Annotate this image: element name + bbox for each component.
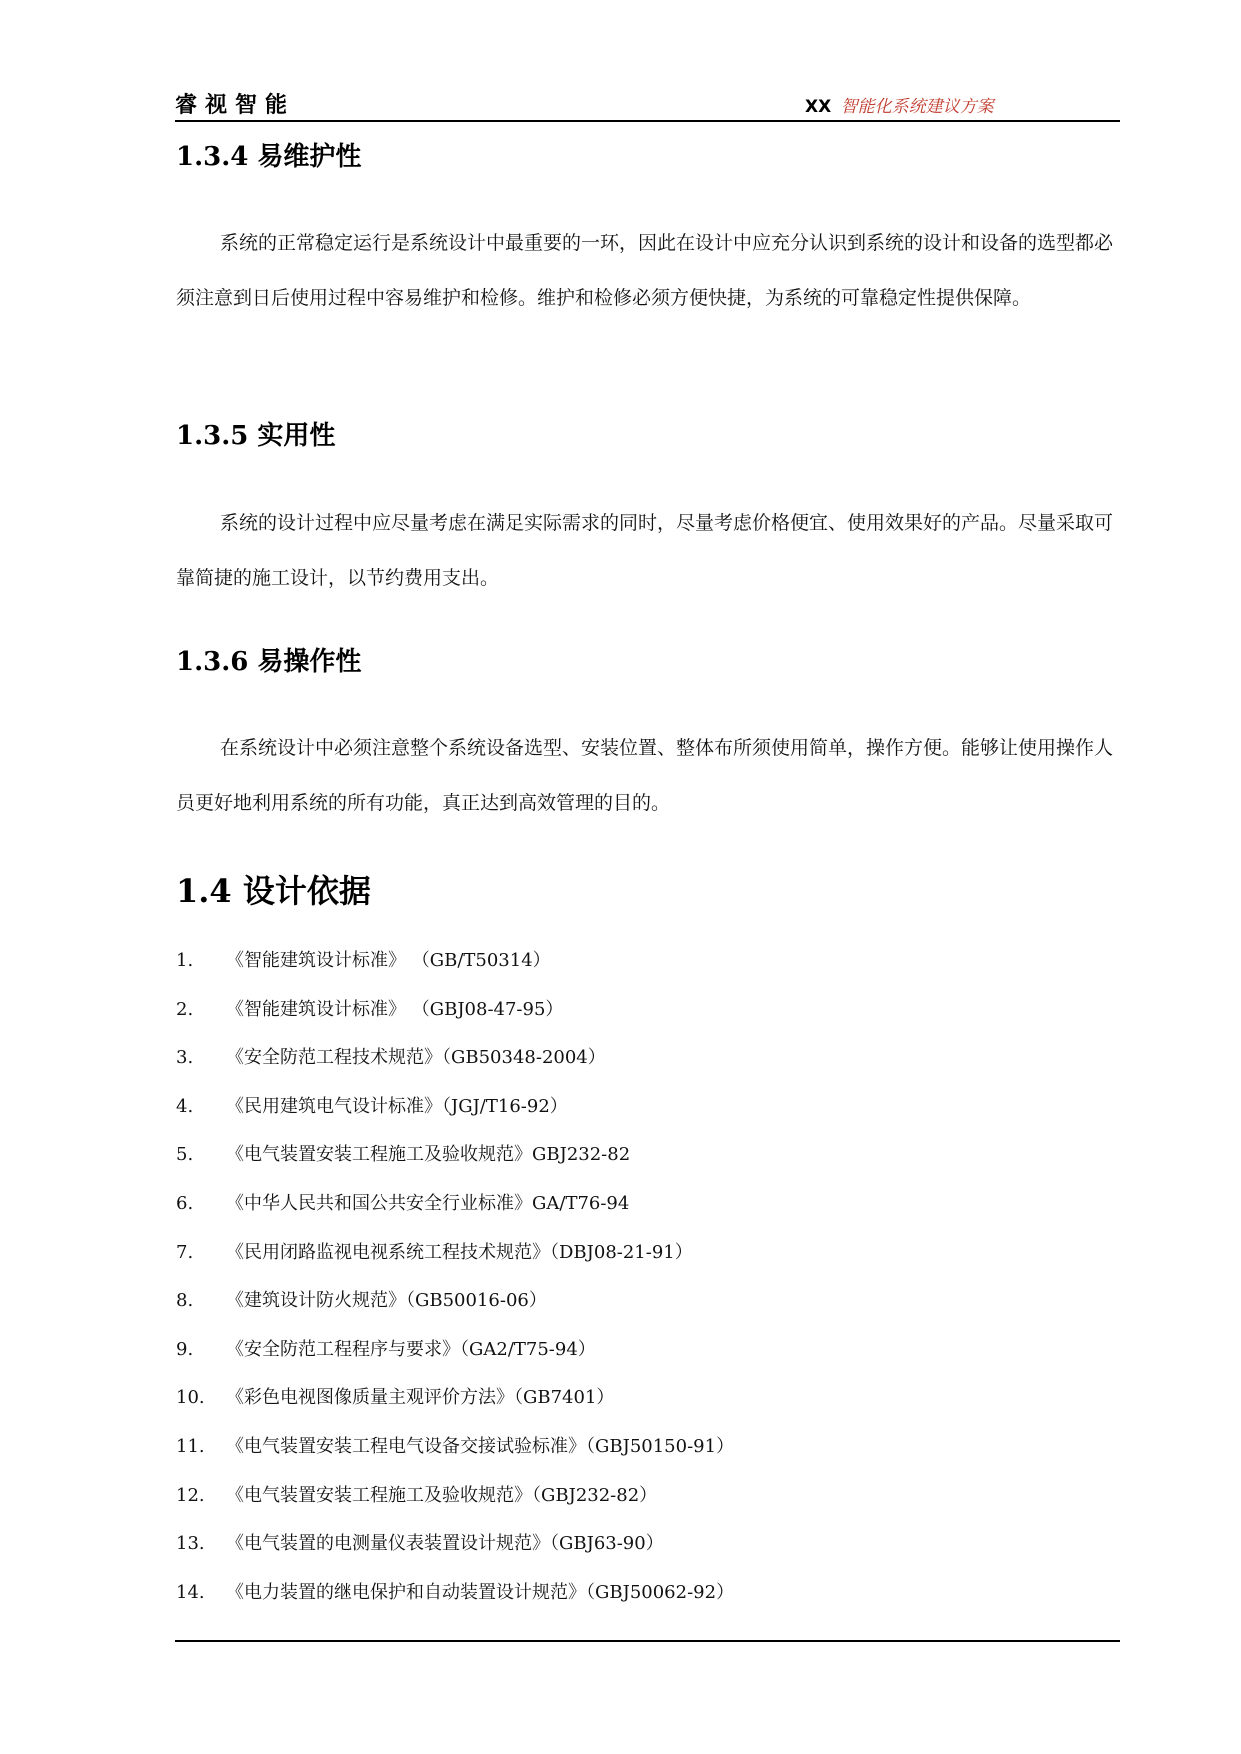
list-item [176,1238,1116,1287]
list-item [176,1335,1116,1384]
list-item-text: 《电气装置安装工程施工及验收规范》（GBJ232-82） [226,1484,658,1506]
list-item-text: 《电气装置安装工程电气设备交接试验标准》（GBJ50150-91） [226,1435,735,1457]
document-title [805,92,994,117]
heading-1-3-6: 1.3.6 易操作性 [176,647,362,677]
list-item [176,1383,1116,1432]
list-item [176,995,1116,1044]
list-item-number: 5. [176,1144,194,1166]
list-item [176,1286,1116,1335]
list-item [176,1481,1116,1530]
list-item-number: 9. [176,1338,194,1360]
list-item-number: 6. [176,1192,194,1214]
list-item [176,1578,1116,1627]
paragraph-maintainability: 系统的正常稳定运行是系统设计中最重要的一环，因此在设计中应充分认识到系统的设计和设备的选型都必须注意到日后使用过程中容易维护和检修。维护和检修必须方便快捷，为系统的可靠稳定性提供保障。 [176,232,1114,309]
list-item-text: 《建筑设计防火规范》（GB50016-06） [226,1290,547,1312]
document-title-text: 智能化系统建议方案 [840,97,994,117]
list-item-text: 《中华人民共和国公共安全行业标准》GA/T76-94 [226,1192,630,1214]
list-item-number: 4. [176,1095,194,1117]
list-item-number: 8. [176,1290,194,1312]
list-item-number: 11. [176,1435,205,1457]
list-item [176,1043,1116,1092]
document-prefix: XX [805,97,832,117]
reference-list [176,946,1116,1626]
company-name: 睿视智能 [175,93,296,118]
list-item-number: 12. [176,1484,205,1506]
list-item-number: 2. [176,998,194,1020]
list-item-number: 10. [176,1387,205,1409]
heading-1-3-4: 1.3.4 易维护性 [176,142,362,172]
paragraph-operability: 在系统设计中必须注意整个系统设备选型、安装位置、整体布所须使用简单，操作方便。能够让使用操作人员更好地利用系统的所有功能，真正达到高效管理的目的。 [176,737,1114,814]
list-item-text: 《彩色电视图像质量主观评价方法》（GB7401） [226,1387,615,1409]
list-item [176,1140,1116,1189]
list-item [176,946,1116,995]
list-item-text: 《智能建筑设计标准》 （GB/T50314） [226,950,551,971]
page-header [175,86,1120,122]
list-item-text: 《电气装置的电测量仪表装置设计规范》（GBJ63-90） [226,1533,664,1555]
list-item-text: 《安全防范工程技术规范》（GB50348-2004） [226,1047,606,1069]
list-item-number: 3. [176,1047,194,1069]
list-item-number: 14. [176,1581,205,1603]
footer-divider [175,1640,1120,1642]
list-item-text: 《民用闭路监视电视系统工程技术规范》（DBJ08-21-91） [226,1241,693,1263]
list-item [176,1189,1116,1238]
list-item [176,1432,1116,1481]
list-item [176,1529,1116,1578]
list-item-number: 1. [176,950,194,971]
list-item-text: 《智能建筑设计标准》 （GBJ08-47-95） [226,998,564,1020]
heading-1-4: 1.4 设计依据 [176,872,371,910]
list-item-text: 《民用建筑电气设计标准》（JGJ/T16-92） [226,1095,568,1117]
list-item-text: 《电气装置安装工程施工及验收规范》GBJ232-82 [226,1144,631,1166]
list-item-text: 《电力装置的继电保护和自动装置设计规范》（GBJ50062-92） [226,1581,735,1603]
paragraph-practicality: 系统的设计过程中应尽量考虑在满足实际需求的同时，尽量考虑价格便宜、使用效果好的产品。尽量采取可靠简捷的施工设计，以节约费用支出。 [176,512,1114,589]
list-item-number: 7. [176,1241,194,1263]
list-item-text: 《安全防范工程程序与要求》（GA2/T75-94） [226,1338,596,1360]
list-item-number: 13. [176,1533,205,1555]
heading-1-3-5: 1.3.5 实用性 [176,421,336,451]
list-item [176,1092,1116,1141]
